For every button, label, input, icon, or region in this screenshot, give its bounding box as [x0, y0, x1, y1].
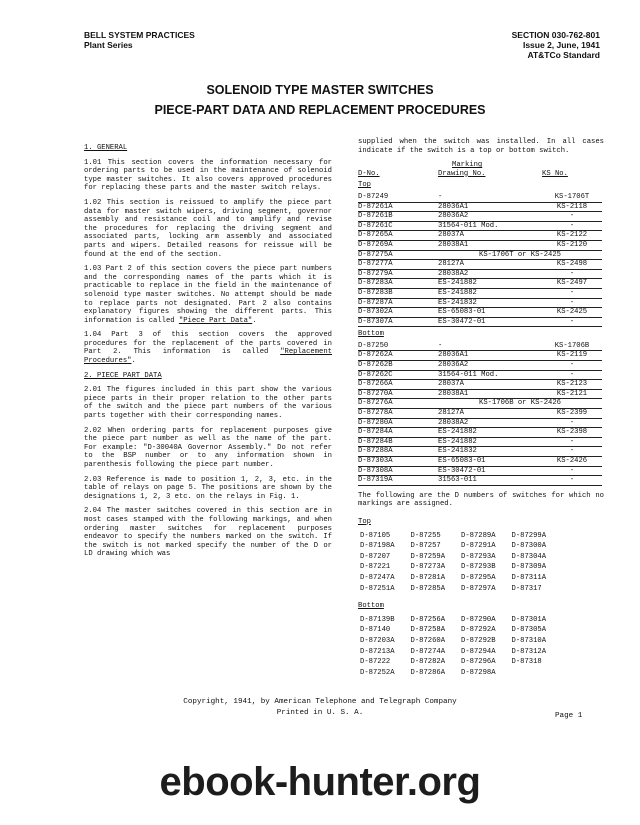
- ks-cell: KS-2123: [542, 380, 602, 390]
- dno-grid-cell: D-87258A: [410, 626, 446, 635]
- bottom-row: [358, 351, 602, 361]
- dno-grid-cell: D-87203A: [360, 636, 395, 645]
- dno-cell: D-87287A: [358, 298, 438, 308]
- top-row: [358, 317, 602, 327]
- bottom-row: [358, 409, 602, 419]
- drawing-cell: 28038A2: [438, 418, 542, 428]
- top-row: [358, 240, 602, 250]
- series-subtitle: Plant Series: [84, 40, 133, 50]
- drawing-cell: -: [438, 193, 542, 202]
- dno-grid-cell: D-87292A: [461, 626, 496, 635]
- watermark-banner: [0, 740, 640, 825]
- bottom-row: [358, 437, 602, 447]
- bottom-row: [358, 370, 602, 380]
- dno-grid-row: [360, 658, 560, 667]
- dno-cell: D-87308A: [358, 466, 438, 476]
- bottom-row: [358, 457, 602, 467]
- dno-grid-cell: D-87301A: [511, 615, 547, 624]
- ks-cell: -: [542, 476, 602, 486]
- dno-cell: D-87275A: [358, 250, 438, 260]
- dno-grid-cell: D-87221: [360, 563, 391, 572]
- dno-grid-cell: D-87257: [410, 542, 441, 551]
- ks-cell: -: [542, 361, 602, 371]
- dno-cell: D-87250: [358, 342, 438, 351]
- unmarked-note: The following are the D numbers of switches for which no markings are assigned.: [358, 491, 604, 509]
- drawing-cell: KS-1706B or KS-2426: [438, 399, 602, 409]
- drawing-cell: 28036A1: [438, 202, 542, 212]
- dno-grid-cell: D-87309A: [511, 563, 547, 572]
- drawing-cell: 31564-011 Mod.: [438, 370, 542, 380]
- drawing-cell: 28038A1: [438, 240, 542, 250]
- dno-cell: D-87279A: [358, 269, 438, 279]
- series-title: BELL SYSTEM PRACTICES: [84, 30, 195, 40]
- unmarked-top-table: [358, 530, 562, 596]
- dno-grid-row: [360, 585, 560, 594]
- dno-cell: D-87288A: [358, 447, 438, 457]
- dno-grid-row: [360, 542, 560, 551]
- replacement-procedures-ref: "Replacement Procedures": [84, 348, 332, 366]
- ks-cell: KS-2498: [542, 260, 602, 270]
- top-row: [358, 221, 602, 231]
- drawing-cell: ES-65083-01: [438, 308, 542, 318]
- drawing-cell: 28037A: [438, 231, 542, 241]
- dno-grid-cell: D-87286A: [410, 668, 446, 677]
- dno-grid-cell: D-87285A: [410, 584, 446, 593]
- bottom-row: [358, 342, 602, 351]
- ks-cell: -: [542, 269, 602, 279]
- dno-cell: D-87307A: [358, 317, 438, 327]
- dno-grid-cell: D-87222: [360, 658, 391, 667]
- dno-grid-row: [360, 626, 560, 635]
- issue-date: Issue 2, June, 1941: [522, 40, 600, 50]
- para-1-04: 1.04 Part 3 of this section covers the approved procedures for the replacement of the parts covered in Part 2. This information is called "Replacement Procedures".: [84, 331, 332, 366]
- top-row: [358, 298, 602, 308]
- dno-grid-cell: D-87297A: [461, 584, 496, 593]
- drawing-cell: ES-241882: [438, 288, 542, 298]
- para-1-03: 1.03 Part 2 of this section covers the piece part numbers and the corresponding names of the parts which it is practicable to replace in the field in the maintenance of solenoid type master switches. No attempt should be made to replace parts not designated. Part 2 also contains explanatory figures showing the different parts. This information is called "Piece Part Data".: [84, 265, 332, 325]
- dno-grid-cell: D-87294A: [461, 647, 496, 656]
- dno-grid-row: [360, 637, 560, 646]
- piece-part-data-ref: "Piece Part Data": [178, 316, 253, 325]
- dno-cell: D-87262B: [358, 361, 438, 371]
- heading-general: 1. GENERAL: [84, 144, 128, 152]
- para-1-01: 1.01 This section covers the information necessary for ordering parts to be used in the maintenance of solenoid type master switches. It also covers approved procedures for replacing these parts and the master switch relays.: [84, 158, 332, 193]
- dno-grid-cell: D-87296A: [461, 658, 496, 667]
- dno-cell: D-87283A: [358, 279, 438, 289]
- dno-grid-cell: D-87318: [511, 658, 542, 667]
- col-drawing: Drawing No.: [438, 169, 486, 178]
- ks-cell: KS-2425: [542, 308, 602, 318]
- dno-grid-row: [360, 616, 560, 625]
- dno-grid-cell: D-87310A: [511, 636, 547, 645]
- dno-cell: D-87284B: [358, 437, 438, 447]
- top-row: [358, 260, 602, 270]
- ks-cell: -: [542, 418, 602, 428]
- dno-cell: D-87266A: [358, 380, 438, 390]
- dno-grid-row: [360, 574, 560, 583]
- ks-cell: KS-2398: [542, 428, 602, 438]
- drawing-cell: ES-241882: [438, 279, 542, 289]
- top-row: [358, 193, 602, 202]
- ks-cell: -: [542, 212, 602, 222]
- dno-grid-cell: D-87252A: [360, 668, 395, 677]
- drawing-cell: ES-241832: [438, 298, 542, 308]
- top2-label: Top: [358, 517, 371, 526]
- dno-grid-cell: D-87281A: [410, 573, 446, 582]
- drawing-cell: 28037A: [438, 380, 542, 390]
- dno-grid-cell: D-87255: [410, 531, 441, 540]
- col-dno: D-No.: [358, 169, 380, 178]
- para-2-02: 2.02 When ordering parts for replacement purposes give the piece part number as well as the name of the part. For example: "D-30040A Governor Assembly." Do not refer to the BSP number or to any information shown in parenthesis following the piece part number.: [84, 426, 332, 469]
- bottom-row: [358, 428, 602, 438]
- ks-cell: -: [542, 298, 602, 308]
- dno-cell: D-87302A: [358, 308, 438, 318]
- para-2-01: 2.01 The figures included in this part show the various piece parts in their proper relation to the other parts of the switch and the piece part numbers of the various parts together with their corresponding names.: [84, 386, 332, 421]
- dno-grid-cell: D-87292B: [461, 636, 496, 645]
- dno-grid-cell: D-87317: [511, 584, 542, 593]
- dno-grid-cell: D-87293A: [461, 552, 496, 561]
- left-column: [84, 138, 332, 565]
- dno-grid-cell: D-87311A: [511, 573, 547, 582]
- ks-cell: -: [542, 466, 602, 476]
- dno-grid-cell: D-87304A: [511, 552, 547, 561]
- ks-cell: -: [542, 437, 602, 447]
- top-row: [358, 279, 602, 289]
- ks-cell: -: [542, 370, 602, 380]
- top-row: [358, 250, 602, 260]
- watermark-text: ebook-hunter.org: [159, 760, 481, 804]
- drawing-cell: ES-30472-01: [438, 466, 542, 476]
- drawing-cell: 28127A: [438, 260, 542, 270]
- dno-grid-cell: [512, 669, 561, 678]
- dno-cell: D-87261C: [358, 221, 438, 231]
- drawing-cell: 28127A: [438, 409, 542, 419]
- dno-grid-cell: D-87139B: [360, 615, 395, 624]
- bottom-row: [358, 418, 602, 428]
- drawing-cell: 28036A1: [438, 351, 542, 361]
- drawing-cell: 28036A2: [438, 361, 542, 371]
- ks-cell: -: [542, 317, 602, 327]
- copyright-line: Copyright, 1941, by American Telephone and Telegraph Company: [183, 698, 457, 706]
- top-row: [358, 231, 602, 241]
- page-subtitle: PIECE-PART DATA AND REPLACEMENT PROCEDURES: [154, 103, 486, 117]
- dno-grid-cell: D-87251A: [360, 584, 395, 593]
- bottom-row: [358, 389, 602, 399]
- heading-piece-part-data: 2. PIECE PART DATA: [84, 371, 162, 380]
- dno-grid-cell: D-87259A: [410, 552, 446, 561]
- ks-cell: KS-2122: [542, 231, 602, 241]
- drawing-cell: ES-30472-01: [438, 317, 542, 327]
- dno-cell: D-87284A: [358, 428, 438, 438]
- ks-cell: KS-1706B: [542, 342, 602, 351]
- dno-cell: D-87261A: [358, 202, 438, 212]
- dno-grid-cell: D-87300A: [511, 542, 547, 551]
- bottom-label: Bottom: [358, 330, 384, 339]
- dno-cell: D-87277A: [358, 260, 438, 270]
- dno-grid-cell: D-87256A: [410, 615, 446, 624]
- bottom-row: [358, 447, 602, 457]
- ks-cell: -: [542, 288, 602, 298]
- dno-cell: D-87283B: [358, 288, 438, 298]
- dno-grid-cell: D-87213A: [360, 647, 395, 656]
- top-label: Top: [358, 181, 371, 190]
- dno-cell: D-87265A: [358, 231, 438, 241]
- ks-cell: KS-2120: [542, 240, 602, 250]
- para-2-03: 2.03 Reference is made to position 1, 2, 3, etc. in the table of relays on page 5. The positions are shown by the designations 1, 2, 3 etc. on the relays in Fig. 1.: [84, 475, 332, 501]
- header-right: [470, 30, 600, 60]
- dno-grid-cell: D-87293B: [461, 563, 496, 572]
- dno-grid-cell: D-87299A: [511, 531, 547, 540]
- drawing-cell: ES-241882: [438, 437, 542, 447]
- dno-cell: D-87270A: [358, 389, 438, 399]
- dno-grid-cell: D-87289A: [461, 531, 496, 540]
- para-1-02: 1.02 This section is reissued to amplify the piece part data for master switch wipers, driving segment, governor assembly and resistance coil and to amplify and revise the procedures for replacing the driving segment and associated parts, locking arm assembly and associated parts and wipers. Detailed reasons for reissue will be found at the end of the section.: [84, 198, 332, 259]
- ks-cell: KS-1706T: [542, 193, 602, 202]
- unmarked-bottom-table: [358, 614, 562, 680]
- marking-table: [358, 161, 602, 486]
- bottom-row: [358, 380, 602, 390]
- dno-grid-cell: D-87207: [360, 552, 391, 561]
- dno-grid-cell: D-87305A: [511, 626, 547, 635]
- dno-grid-cell: D-87298A: [461, 668, 496, 677]
- para-2-04: 2.04 The master switches covered in this section are in most cases stamped with the following markings, and when ordering master switches for replacement purposes endeavor to specify the numbers marked on the switch. If the switch is not marked specify the number of the D or LD drawing which was: [84, 507, 332, 559]
- dno-grid-cell: D-87273A: [410, 563, 446, 572]
- drawing-cell: ES-241832: [438, 447, 542, 457]
- top-row: [358, 269, 602, 279]
- dno-grid-row: [360, 532, 560, 541]
- dno-cell: D-87261B: [358, 212, 438, 222]
- dno-grid-cell: D-87260A: [410, 636, 446, 645]
- drawing-cell: 31564-011 Mod.: [438, 221, 542, 231]
- dno-grid-row: [360, 553, 560, 562]
- dno-cell: D-87280A: [358, 418, 438, 428]
- ks-cell: KS-2118: [542, 202, 602, 212]
- drawing-cell: 31563-011: [438, 476, 542, 486]
- dno-grid-cell: D-87198A: [360, 542, 395, 551]
- drawing-cell: 28038A1: [438, 389, 542, 399]
- dno-grid-row: [360, 648, 560, 657]
- marking-label: Marking: [452, 161, 483, 170]
- ks-cell: -: [542, 221, 602, 231]
- top-row: [358, 202, 602, 212]
- dno-grid-row: [360, 563, 560, 572]
- right-column: [358, 138, 604, 679]
- drawing-cell: 28036A2: [438, 212, 542, 222]
- col-ks: KS No.: [542, 169, 568, 178]
- dno-grid-cell: D-87282A: [410, 658, 446, 667]
- header-left: [84, 30, 195, 50]
- dno-grid-cell: D-87274A: [410, 647, 446, 656]
- dno-grid-cell: D-87247A: [360, 573, 395, 582]
- section-number: SECTION 030-762-801: [511, 30, 600, 40]
- bottom-row: [358, 399, 602, 409]
- dno-grid-cell: D-87290A: [461, 615, 496, 624]
- dno-cell: D-87269A: [358, 240, 438, 250]
- top-row: [358, 212, 602, 222]
- ks-cell: -: [542, 447, 602, 457]
- bottom2-label: Bottom: [358, 602, 384, 611]
- ks-cell: KS-2119: [542, 351, 602, 361]
- bottom-row: [358, 361, 602, 371]
- printed-line: Printed in U. S. A.: [276, 709, 364, 717]
- drawing-cell: KS-1706T or KS-2425: [438, 250, 602, 260]
- dno-grid-cell: D-87295A: [461, 573, 496, 582]
- drawing-cell: 28038A2: [438, 269, 542, 279]
- dno-grid-cell: D-87312A: [511, 647, 547, 656]
- dno-cell: D-87278A: [358, 409, 438, 419]
- drawing-cell: ES-241882: [438, 428, 542, 438]
- dno-cell: D-87262A: [358, 351, 438, 361]
- ks-cell: KS-2399: [542, 409, 602, 419]
- page-number: Page 1: [555, 712, 583, 720]
- para-continued: supplied when the switch was installed. In all cases indicate if the switch is a top or bottom switch.: [358, 138, 604, 155]
- dno-grid-row: [360, 669, 560, 678]
- drawing-cell: ES-65083-01: [438, 457, 542, 467]
- bottom-row: [358, 476, 602, 486]
- top-row: [358, 308, 602, 318]
- dno-cell: D-87262C: [358, 370, 438, 380]
- drawing-cell: -: [438, 342, 542, 351]
- dno-grid-cell: D-87140: [360, 626, 391, 635]
- ks-cell: KS-2426: [542, 457, 602, 467]
- top-row: [358, 288, 602, 298]
- standard-label: AT&TCo Standard: [527, 50, 600, 60]
- ks-cell: KS-2497: [542, 279, 602, 289]
- dno-cell: D-87249: [358, 193, 438, 202]
- dno-grid-cell: D-87291A: [461, 542, 496, 551]
- dno-grid-cell: D-87105: [360, 531, 391, 540]
- bottom-row: [358, 466, 602, 476]
- dno-cell: D-87303A: [358, 457, 438, 467]
- ks-cell: KS-2121: [542, 389, 602, 399]
- dno-cell: D-87319A: [358, 476, 438, 486]
- dno-cell: D-87276A: [358, 399, 438, 409]
- page-title: SOLENOID TYPE MASTER SWITCHES: [206, 83, 434, 97]
